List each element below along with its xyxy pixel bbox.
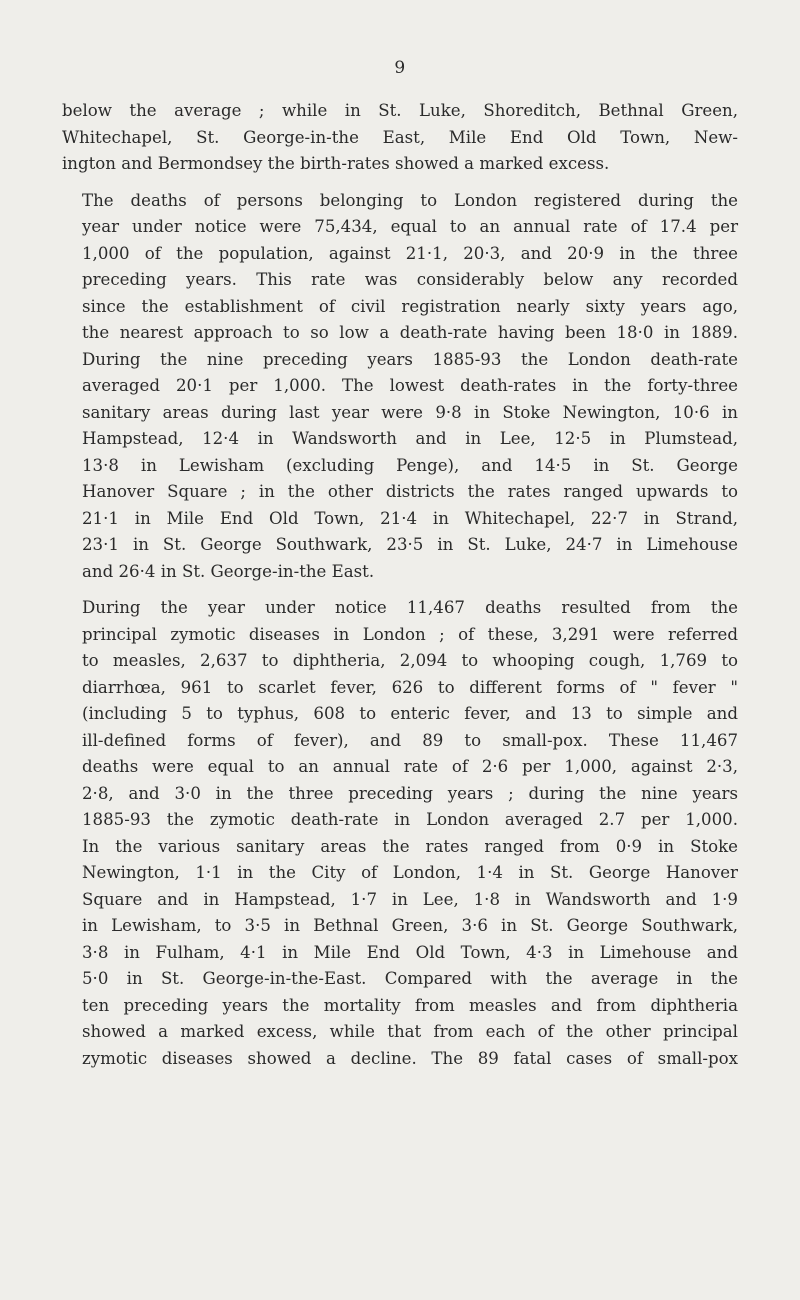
text-line: the nearest approach to so low a death-rate having been 18·0 in 1889. bbox=[82, 323, 738, 342]
text-line: (including 5 to typhus, 608 to enteric fever, and 13 to simple and bbox=[82, 704, 738, 723]
text-line: zymotic diseases showed a decline. The 89 fatal cases of small-pox bbox=[82, 1048, 738, 1068]
text-line: Whitechapel, St. George-in-the East, Mile End Old Town, New- bbox=[62, 127, 738, 147]
text-line: 23·1 in St. George Southwark, 23·5 in St. Luke, 24·7 in Limehouse bbox=[82, 535, 738, 554]
text-line: preceding years. This rate was considerably below any recorded bbox=[82, 270, 738, 289]
text-line: 21·1 in Mile End Old Town, 21·4 in Whitechapel, 22·7 in Strand, bbox=[82, 508, 738, 528]
paragraph-birth-rates bbox=[62, 98, 738, 178]
text-line: since the establishment of civil registration nearly sixty years ago, bbox=[82, 296, 738, 316]
text-line: The deaths of persons belonging to London registered during the bbox=[82, 190, 738, 210]
text-line: During the year under notice 11,467 deaths resulted from the bbox=[82, 598, 738, 617]
text-line: below the average ; while in St. Luke, Shoreditch, Bethnal Green, bbox=[62, 101, 738, 120]
text-line: ten preceding years the mortality from measles and from diphtheria bbox=[82, 995, 738, 1015]
page-number: 9 bbox=[394, 58, 406, 78]
text-line: 2·8, and 3·0 in the three preceding years ; during the nine years bbox=[82, 783, 738, 803]
text-line: and 26·4 in St. George-in-the East. bbox=[82, 561, 375, 581]
text-line: year under notice were 75,434, equal to an annual rate of 17.4 per bbox=[82, 217, 738, 236]
text-line: Newington, 1·1 in the City of London, 1·4 in St. George Hanover bbox=[82, 863, 738, 882]
text-line: showed a marked excess, while that from each of the other principal bbox=[82, 1022, 738, 1041]
text-line: 13·8 in Lewisham (excluding Penge), and 14·5 in St. George bbox=[82, 455, 738, 475]
text-line: in Lewisham, to 3·5 in Bethnal Green, 3·6 in St. George Southwark, bbox=[82, 916, 738, 935]
text-line: In the various sanitary areas the rates ranged from 0·9 in Stoke bbox=[82, 836, 738, 856]
text-line: During the nine preceding years 1885-93 the London death-rate bbox=[82, 349, 738, 369]
text-line: diarrhœa, 961 to scarlet fever, 626 to different forms of " fever " bbox=[82, 677, 738, 697]
text-line: sanitary areas during last year were 9·8 in Stoke Newington, 10·6 in bbox=[82, 402, 738, 422]
text-line: Square and in Hampstead, 1·7 in Lee, 1·8 in Wandsworth and 1·9 bbox=[82, 889, 738, 909]
paragraph-death-rates bbox=[62, 188, 738, 586]
text-line: ill-defined forms of fever), and 89 to small-pox. These 11,467 bbox=[82, 730, 738, 750]
body-text bbox=[62, 98, 738, 1082]
text-line: 1885-93 the zymotic death-rate in London averaged 2.7 per 1,000. bbox=[82, 810, 738, 829]
text-line: Hampstead, 12·4 in Wandsworth and in Lee, 12·5 in Plumstead, bbox=[82, 429, 738, 448]
text-line: Hanover Square ; in the other districts the rates ranged upwards to bbox=[82, 482, 738, 501]
text-line: deaths were equal to an annual rate of 2·6 per 1,000, against 2·3, bbox=[82, 757, 738, 776]
paragraph-zymotic-diseases bbox=[62, 595, 738, 1072]
text-line: ington and Bermondsey the birth-rates showed a marked excess. bbox=[62, 154, 610, 173]
text-line: 1,000 of the population, against 21·1, 20·3, and 20·9 in the three bbox=[82, 243, 738, 263]
text-line: 5·0 in St. George-in-the-East. Compared with the average in the bbox=[82, 969, 738, 988]
text-line: averaged 20·1 per 1,000. The lowest death-rates in the forty-three bbox=[82, 376, 738, 395]
text-line: to measles, 2,637 to diphtheria, 2,094 to whooping cough, 1,769 to bbox=[82, 651, 738, 670]
text-line: 3·8 in Fulham, 4·1 in Mile End Old Town, 4·3 in Limehouse and bbox=[82, 942, 738, 962]
text-line: principal zymotic diseases in London ; of these, 3,291 were referred bbox=[82, 624, 738, 644]
